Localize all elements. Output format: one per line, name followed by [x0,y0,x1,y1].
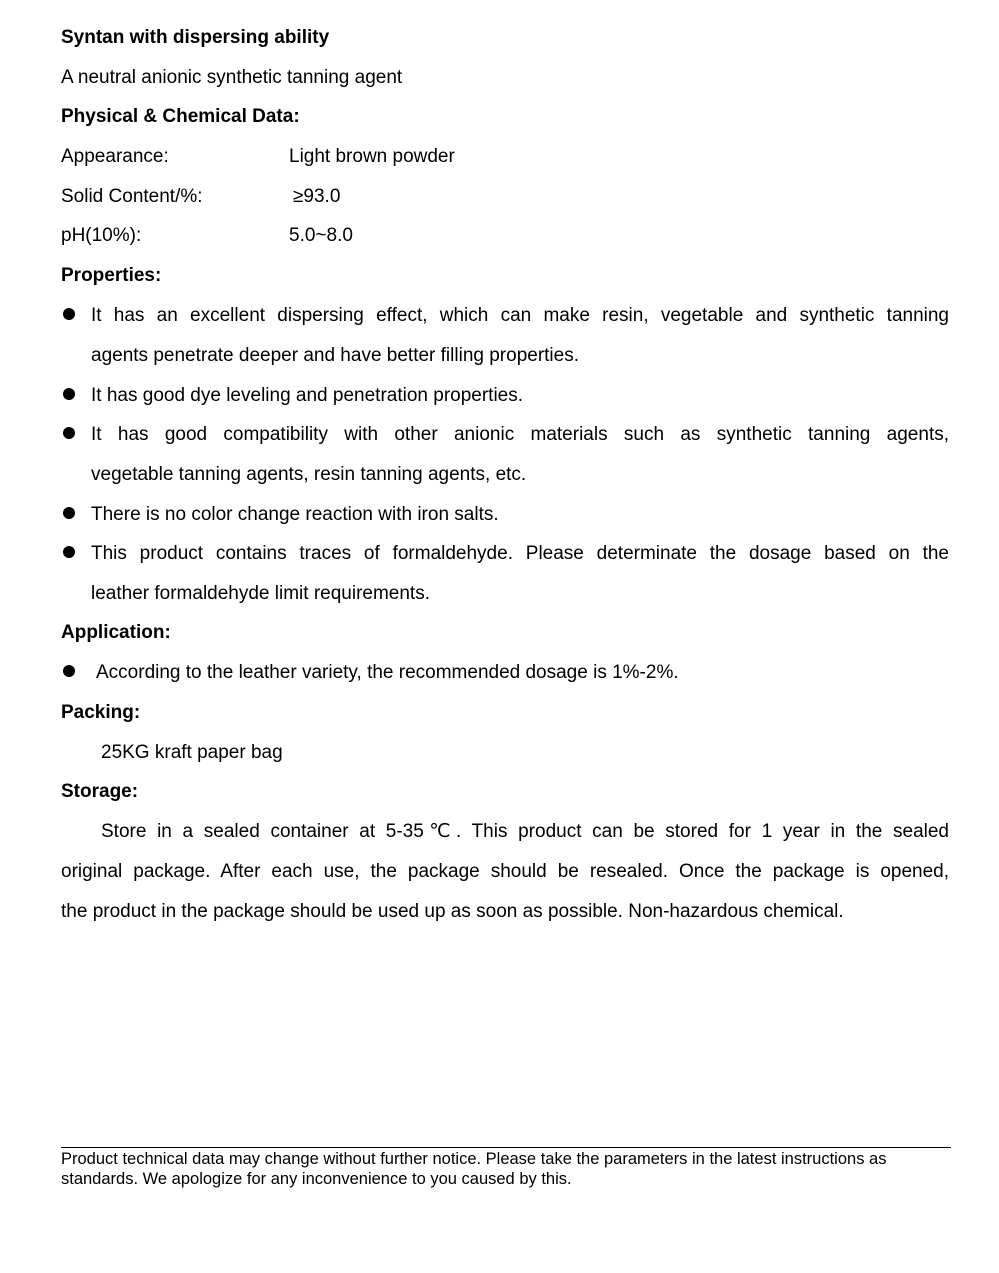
properties-heading: Properties: [61,265,162,286]
bullet-icon [63,507,75,519]
property-2-line-1: It has good dye leveling and penetration properties. [91,385,524,406]
packing-heading: Packing: [61,702,141,723]
property-1-line-1: It has an excellent dispersing effect, which can make resin, vegetable and synthetic tanning [91,305,949,326]
document-subtitle: A neutral anionic synthetic tanning agent [61,67,403,88]
application-heading: Application: [61,622,171,643]
storage-line-2: original package. After each use, the package should be resealed. Once the package is opened, [61,861,949,882]
solid-content-value: ≥93.0 [293,186,341,207]
property-5-line-2: leather formaldehyde limit requirements. [91,583,430,604]
property-1-line-2: agents penetrate deeper and have better filling properties. [91,345,579,366]
appearance-label: Appearance: [61,146,169,167]
property-3-line-2: vegetable tanning agents, resin tanning agents, etc. [91,464,527,485]
document-title: Syntan with dispersing ability [61,27,330,48]
appearance-value: Light brown powder [289,146,455,167]
footer-disclaimer-line-2: standards. We apologize for any inconvenience to you caused by this. [61,1170,572,1188]
physical-heading: Physical & Chemical Data: [61,106,300,127]
application-item: According to the leather variety, the recommended dosage is 1%-2%. [96,662,679,683]
bullet-icon [63,308,75,320]
ph-value: 5.0~8.0 [289,225,353,246]
storage-heading: Storage: [61,781,139,802]
property-5-line-1: This product contains traces of formaldehyde. Please determinate the dosage based on the [91,543,949,564]
property-3-line-1: It has good compatibility with other anionic materials such as synthetic tanning agents, [91,424,949,445]
footer-disclaimer-line-1: Product technical data may change without further notice. Please take the parameters in the latest instructions as [61,1150,887,1168]
packing-text: 25KG kraft paper bag [101,742,283,763]
bullet-icon [63,665,75,677]
solid-content-label: Solid Content/%: [61,186,203,207]
bullet-icon [63,546,75,558]
footer-divider [61,1147,951,1148]
storage-line-1: Store in a sealed container at 5-35℃. This product can be stored for 1 year in the sealed [101,821,949,842]
bullet-icon [63,427,75,439]
ph-label: pH(10%): [61,225,142,246]
property-4-line-1: There is no color change reaction with iron salts. [91,504,499,525]
bullet-icon [63,388,75,400]
storage-line-3: the product in the package should be used up as soon as possible. Non-hazardous chemical. [61,901,844,922]
